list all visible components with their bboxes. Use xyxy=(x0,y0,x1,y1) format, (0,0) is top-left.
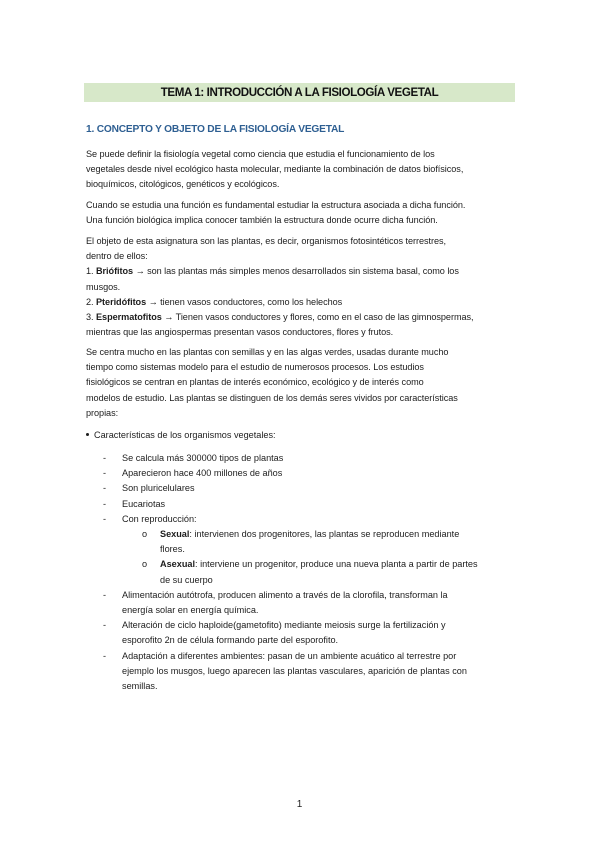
text-line: tiempo como sistemas modelo para el estudio de numerosos procesos. Los estudios xyxy=(86,362,424,373)
list-item-text: esporofito 2n de célula formando parte del esporofito. xyxy=(122,635,339,646)
text-line: Se centra mucho en las plantas con semillas y en las algas verdes, usadas durante mucho xyxy=(86,347,449,357)
group-number: 2. xyxy=(86,296,94,307)
text-line: Cuando se estudia una función es fundamental estudiar la estructura asociada a dicha función. xyxy=(86,200,466,210)
text-line: propias: xyxy=(86,407,119,418)
group-description: → son las plantas más simples menos desarrollados sin sistema basal, como los xyxy=(133,266,459,277)
dash-marker: - xyxy=(103,498,107,509)
list-item-text: energía solar en energía química. xyxy=(122,605,259,616)
list-item xyxy=(100,649,530,695)
dash-marker: - xyxy=(103,468,107,479)
term: Asexual xyxy=(160,559,195,570)
characteristics-heading xyxy=(86,430,276,440)
text-line: musgos. xyxy=(86,281,121,292)
dash-marker: - xyxy=(103,513,107,524)
list-item-text: Alteración de ciclo haploide(gametofito) mediante meiosis surge la fertilización y xyxy=(122,620,446,631)
group-description: → tienen vasos conductores, como los helechos xyxy=(146,296,343,307)
circle-marker: o xyxy=(142,529,148,540)
text-line: fisiológicos se centran en plantas de interés económico, ecológico y de interés como xyxy=(86,377,424,388)
sub-list-text xyxy=(160,557,530,572)
group-item-espermatofitos xyxy=(86,310,526,325)
group-number: 3. xyxy=(86,312,94,323)
list-item-text: Alimentación autótrofa, producen alimento a través de la clorofila, transforman la xyxy=(122,589,448,600)
sub-list-text xyxy=(160,527,530,542)
dash-marker: - xyxy=(103,620,107,631)
list-item xyxy=(100,466,530,481)
group-name: Espermatofitos xyxy=(96,312,162,323)
text-line: Una función biológica implica conocer también la estructura donde ocurre dicha función. xyxy=(86,215,438,226)
text-line: modelos de estudio. Las plantas se distinguen de los demás seres vividos por características xyxy=(86,392,458,403)
group-name: Briófitos xyxy=(96,266,134,277)
list-item-text: Aparecieron hace 400 millones de años xyxy=(122,468,283,479)
list-item-text: Adaptación a diferentes ambientes: pasan de un ambiente acuático al terrestre por xyxy=(122,650,457,661)
list-item xyxy=(100,497,530,512)
list-item-text: Son pluricelulares xyxy=(122,483,195,494)
circle-marker: o xyxy=(142,559,148,570)
dash-marker: - xyxy=(103,483,107,494)
document-title: TEMA 1: INTRODUCCIÓN A LA FISIOLOGÍA VEGETAL xyxy=(160,86,439,99)
sub-list-item-sexual xyxy=(100,527,530,557)
section-heading: 1. CONCEPTO Y OBJETO DE LA FISIOLOGÍA VEGETAL xyxy=(86,124,345,135)
sub-list-item-asexual xyxy=(100,557,530,587)
sub-list-text: flores. xyxy=(160,544,185,555)
list-item-text: Eucariotas xyxy=(122,498,166,509)
list-item-text: ejemplo los musgos, luego aparecen las plantas vasculares, aparición de plantas con xyxy=(122,665,467,676)
list-item xyxy=(100,512,530,527)
list-item xyxy=(100,481,530,496)
group-description: → Tienen vasos conductores y flores, como en el caso de las gimnospermas, xyxy=(161,312,474,323)
term-description: : intervienen dos progenitores, las plantas se reproducen mediante xyxy=(189,529,460,540)
paragraph-function-structure xyxy=(86,198,526,228)
list-item xyxy=(100,451,530,466)
paragraph-focus xyxy=(86,345,526,421)
group-name: Pteridófitos xyxy=(96,296,147,307)
paragraph-object xyxy=(86,234,526,340)
text-line: bioquímicos, citológicos, genéticos y ecológicos. xyxy=(86,179,280,190)
text-line: mientras que las angiospermas presentan vasos conductores, flores y frutos. xyxy=(86,327,394,338)
text-line: Se puede definir la fisiología vegetal como ciencia que estudia el funcionamiento de los xyxy=(86,149,435,159)
sub-list-text: de su cuerpo xyxy=(160,574,213,585)
term: Sexual xyxy=(160,529,190,540)
list-item-text: Se calcula más 300000 tipos de plantas xyxy=(122,453,284,463)
title-band xyxy=(84,83,515,102)
dash-marker: - xyxy=(103,589,107,600)
page-number: 1 xyxy=(296,799,303,810)
bullet-icon xyxy=(86,433,89,436)
dash-marker: - xyxy=(103,453,107,463)
characteristics-list xyxy=(100,451,530,694)
paragraph-definition xyxy=(86,147,526,193)
group-item-briofitos xyxy=(86,264,526,279)
text-line: vegetales desde nivel ecológico hasta molecular, mediante la combinación de datos biofísicos, xyxy=(86,164,464,175)
text-line: dentro de ellos: xyxy=(86,251,148,262)
characteristics-heading-text: Características de los organismos vegetales: xyxy=(94,430,276,440)
group-number: 1. xyxy=(86,266,94,277)
term-description: : interviene un progenitor, produce una nueva planta a partir de partes xyxy=(195,559,478,570)
list-item-text: Con reproducción: xyxy=(122,513,197,524)
dash-marker: - xyxy=(103,650,107,661)
list-item xyxy=(100,618,530,648)
text-line: El objeto de esta asignatura son las plantas, es decir, organismos fotosintéticos terrestres, xyxy=(86,236,447,246)
list-item xyxy=(100,588,530,618)
list-item-text: semillas. xyxy=(122,681,158,692)
group-item-pteridofitos xyxy=(86,295,526,310)
